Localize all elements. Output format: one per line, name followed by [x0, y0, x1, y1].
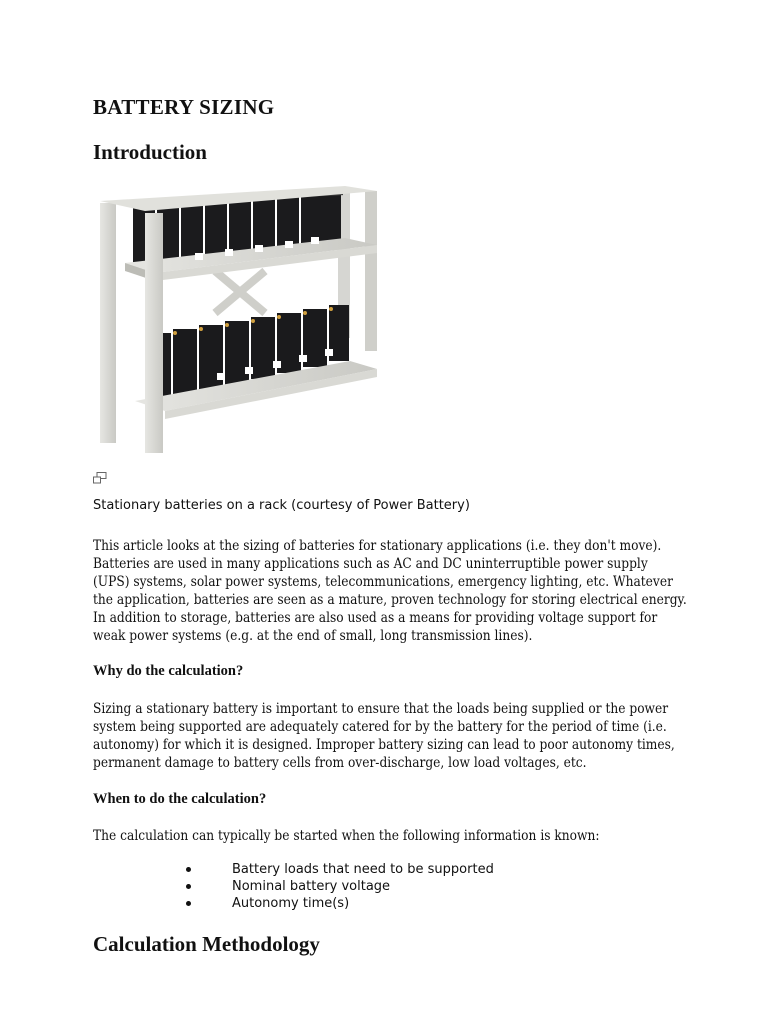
image-placeholder-icon	[93, 472, 107, 484]
section-heading-methodology: Calculation Methodology	[93, 932, 320, 956]
list-item: Nominal battery voltage	[186, 878, 494, 895]
document-title: BATTERY SIZING	[93, 95, 275, 119]
intro-paragraph: This article looks at the sizing of batteries for stationary applications (i.e. they don't move). Batteries are used in many applications such as AC and DC uninterruptible power supply (UPS) systems, solar power systems, telecommunications, emergency lighting, etc. Whatever the application, batteries are seen as a mature, proven technology for storing electrical energy. In addition to storage, batteries are also used as a means for providing voltage support for weak power systems (e.g. at the end of small, long transmission lines).	[93, 538, 687, 644]
section-heading-introduction: Introduction	[93, 140, 207, 164]
bullet-icon	[186, 867, 191, 872]
why-paragraph: Sizing a stationary battery is important to ensure that the loads being supplied or the power system being supported are adequately catered for by the battery for the period of time (i.e. autonomy) for which it is designed. Improper battery sizing can lead to poor autonomy times, permanent damage to battery cells from over-discharge, low load voltages, etc.	[93, 701, 675, 771]
list-item: Autonomy time(s)	[186, 895, 494, 912]
section-heading-when: When to do the calculation?	[93, 791, 267, 807]
bullet-icon	[186, 901, 191, 906]
bullet-icon	[186, 884, 191, 889]
section-heading-why: Why do the calculation?	[93, 663, 244, 679]
when-paragraph: The calculation can typically be started when the following information is known:	[93, 828, 600, 844]
figure-caption: Stationary batteries on a rack (courtesy of Power Battery)	[93, 498, 470, 513]
list-item: Battery loads that need to be supported	[186, 861, 494, 878]
battery-rack-image	[95, 183, 385, 455]
required-info-list	[186, 861, 494, 912]
